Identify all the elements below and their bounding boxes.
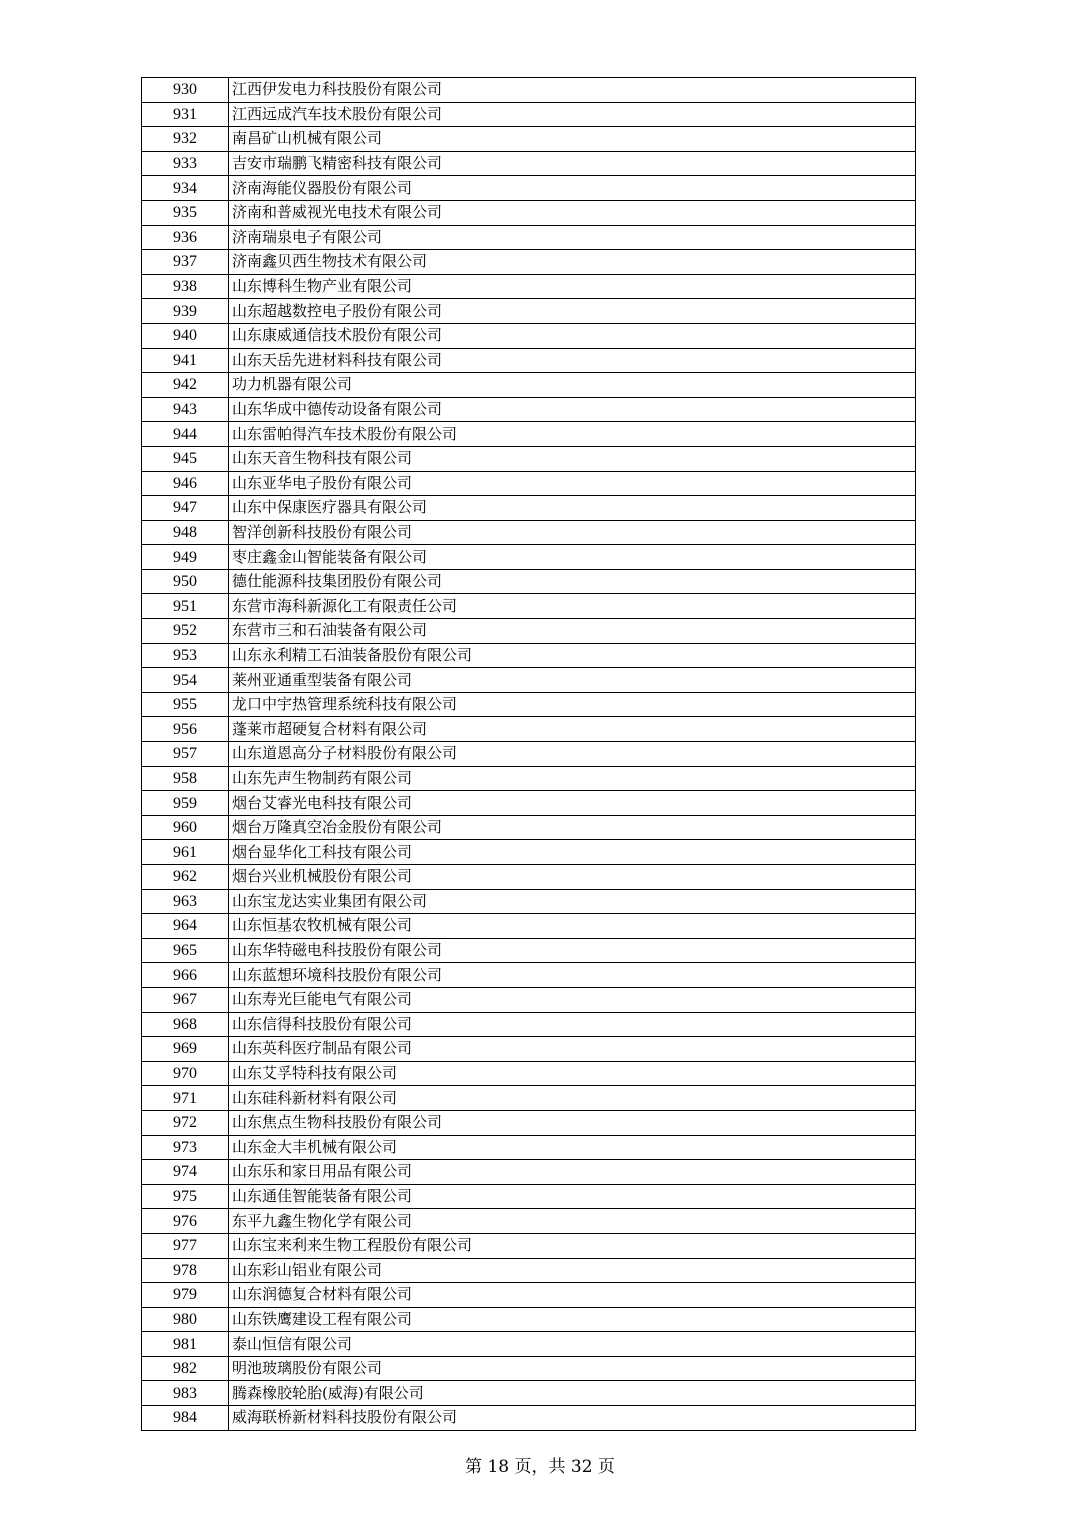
company-name: 山东铁鹰建设工程有限公司 — [229, 1307, 916, 1332]
company-name: 智洋创新科技股份有限公司 — [229, 520, 916, 545]
company-name: 山东焦点生物科技股份有限公司 — [229, 1110, 916, 1135]
table-row — [142, 323, 916, 348]
company-name: 枣庄鑫金山智能装备有限公司 — [229, 545, 916, 570]
company-name: 莱州亚通重型装备有限公司 — [229, 668, 916, 693]
table-row — [142, 1381, 916, 1406]
row-number: 947 — [142, 496, 229, 521]
row-number: 937 — [142, 250, 229, 275]
row-number: 974 — [142, 1160, 229, 1185]
company-name: 烟台兴业机械股份有限公司 — [229, 865, 916, 890]
row-number: 933 — [142, 151, 229, 176]
row-number: 932 — [142, 127, 229, 152]
table-row — [142, 865, 916, 890]
company-name: 东平九鑫生物化学有限公司 — [229, 1209, 916, 1234]
table-row — [142, 1356, 916, 1381]
row-number: 955 — [142, 692, 229, 717]
company-name: 山东彩山铝业有限公司 — [229, 1258, 916, 1283]
company-name: 山东寿光巨能电气有限公司 — [229, 987, 916, 1012]
row-number: 953 — [142, 643, 229, 668]
row-number: 970 — [142, 1061, 229, 1086]
company-name: 山东润德复合材料有限公司 — [229, 1283, 916, 1308]
company-name: 烟台显华化工科技有限公司 — [229, 840, 916, 865]
page-footer: 第 18 页，共 32 页 — [465, 1457, 615, 1477]
row-number: 958 — [142, 766, 229, 791]
company-list-table — [141, 77, 916, 1431]
company-name: 山东先声生物制药有限公司 — [229, 766, 916, 791]
company-name: 龙口中宇热管理系统科技有限公司 — [229, 692, 916, 717]
row-number: 957 — [142, 742, 229, 767]
table-row — [142, 840, 916, 865]
company-name: 德仕能源科技集团股份有限公司 — [229, 569, 916, 594]
company-name: 山东亚华电子股份有限公司 — [229, 471, 916, 496]
table-row — [142, 1110, 916, 1135]
table-row — [142, 299, 916, 324]
company-name: 山东金大丰机械有限公司 — [229, 1135, 916, 1160]
company-list-body — [142, 78, 916, 1431]
table-row — [142, 1086, 916, 1111]
row-number: 931 — [142, 102, 229, 127]
row-number: 954 — [142, 668, 229, 693]
table-row — [142, 594, 916, 619]
row-number: 938 — [142, 274, 229, 299]
table-row — [142, 274, 916, 299]
row-number: 972 — [142, 1110, 229, 1135]
company-name: 济南和普威视光电技术有限公司 — [229, 200, 916, 225]
row-number: 944 — [142, 422, 229, 447]
row-number: 975 — [142, 1184, 229, 1209]
table-row — [142, 889, 916, 914]
row-number: 940 — [142, 323, 229, 348]
table-row — [142, 1332, 916, 1357]
table-row — [142, 742, 916, 767]
row-number: 934 — [142, 176, 229, 201]
table-row — [142, 987, 916, 1012]
table-row — [142, 471, 916, 496]
row-number: 959 — [142, 791, 229, 816]
row-number: 969 — [142, 1037, 229, 1062]
row-number: 952 — [142, 619, 229, 644]
table-row — [142, 914, 916, 939]
row-number: 978 — [142, 1258, 229, 1283]
row-number: 981 — [142, 1332, 229, 1357]
company-name: 山东宝来利来生物工程股份有限公司 — [229, 1233, 916, 1258]
table-row — [142, 1406, 916, 1431]
company-name: 山东艾孚特科技有限公司 — [229, 1061, 916, 1086]
table-row — [142, 102, 916, 127]
table-row — [142, 619, 916, 644]
row-number: 976 — [142, 1209, 229, 1234]
company-name: 山东恒基农牧机械有限公司 — [229, 914, 916, 939]
table-row — [142, 1233, 916, 1258]
company-name: 东营市海科新源化工有限责任公司 — [229, 594, 916, 619]
table-row — [142, 1258, 916, 1283]
company-name: 南昌矿山机械有限公司 — [229, 127, 916, 152]
table-row — [142, 545, 916, 570]
company-name: 山东中保康医疗器具有限公司 — [229, 496, 916, 521]
company-name: 泰山恒信有限公司 — [229, 1332, 916, 1357]
company-name: 东营市三和石油装备有限公司 — [229, 619, 916, 644]
row-number: 935 — [142, 200, 229, 225]
table-row — [142, 1307, 916, 1332]
table-row — [142, 963, 916, 988]
table-row — [142, 1160, 916, 1185]
company-name: 山东硅科新材料有限公司 — [229, 1086, 916, 1111]
row-number: 963 — [142, 889, 229, 914]
row-number: 962 — [142, 865, 229, 890]
table-row — [142, 1061, 916, 1086]
company-name: 山东华成中德传动设备有限公司 — [229, 397, 916, 422]
company-name: 山东宝龙达实业集团有限公司 — [229, 889, 916, 914]
table-row — [142, 791, 916, 816]
table-row — [142, 496, 916, 521]
row-number: 946 — [142, 471, 229, 496]
row-number: 956 — [142, 717, 229, 742]
company-name: 山东天岳先进材料科技有限公司 — [229, 348, 916, 373]
company-name: 山东蓝想环境科技股份有限公司 — [229, 963, 916, 988]
table-row — [142, 1209, 916, 1234]
company-name: 山东博科生物产业有限公司 — [229, 274, 916, 299]
row-number: 979 — [142, 1283, 229, 1308]
company-name: 威海联桥新材料科技股份有限公司 — [229, 1406, 916, 1431]
row-number: 982 — [142, 1356, 229, 1381]
row-number: 965 — [142, 938, 229, 963]
company-name: 山东雷帕得汽车技术股份有限公司 — [229, 422, 916, 447]
row-number: 930 — [142, 78, 229, 103]
company-name: 山东永利精工石油装备股份有限公司 — [229, 643, 916, 668]
row-number: 949 — [142, 545, 229, 570]
company-name: 山东超越数控电子股份有限公司 — [229, 299, 916, 324]
row-number: 964 — [142, 914, 229, 939]
company-name: 明池玻璃股份有限公司 — [229, 1356, 916, 1381]
table-row — [142, 446, 916, 471]
company-name: 济南海能仪器股份有限公司 — [229, 176, 916, 201]
row-number: 942 — [142, 373, 229, 398]
row-number: 960 — [142, 815, 229, 840]
company-name: 腾森橡胶轮胎(威海)有限公司 — [229, 1381, 916, 1406]
company-name: 山东乐和家日用品有限公司 — [229, 1160, 916, 1185]
company-name: 江西远成汽车技术股份有限公司 — [229, 102, 916, 127]
row-number: 939 — [142, 299, 229, 324]
table-row — [142, 200, 916, 225]
company-name: 烟台艾睿光电科技有限公司 — [229, 791, 916, 816]
row-number: 971 — [142, 1086, 229, 1111]
company-name: 山东英科医疗制品有限公司 — [229, 1037, 916, 1062]
row-number: 984 — [142, 1406, 229, 1431]
row-number: 983 — [142, 1381, 229, 1406]
table-row — [142, 1283, 916, 1308]
table-row — [142, 373, 916, 398]
table-row — [142, 250, 916, 275]
row-number: 941 — [142, 348, 229, 373]
table-row — [142, 1012, 916, 1037]
company-name: 济南鑫贝西生物技术有限公司 — [229, 250, 916, 275]
table-row — [142, 668, 916, 693]
table-row — [142, 1135, 916, 1160]
table-row — [142, 643, 916, 668]
row-number: 943 — [142, 397, 229, 422]
row-number: 968 — [142, 1012, 229, 1037]
table-row — [142, 127, 916, 152]
table-row — [142, 938, 916, 963]
company-name: 功力机器有限公司 — [229, 373, 916, 398]
row-number: 973 — [142, 1135, 229, 1160]
table-row — [142, 225, 916, 250]
row-number: 951 — [142, 594, 229, 619]
company-name: 山东华特磁电科技股份有限公司 — [229, 938, 916, 963]
table-row — [142, 766, 916, 791]
row-number: 980 — [142, 1307, 229, 1332]
table-row — [142, 1184, 916, 1209]
company-name: 山东通佳智能装备有限公司 — [229, 1184, 916, 1209]
table-row — [142, 520, 916, 545]
table-row — [142, 815, 916, 840]
company-name: 烟台万隆真空冶金股份有限公司 — [229, 815, 916, 840]
row-number: 967 — [142, 987, 229, 1012]
row-number: 977 — [142, 1233, 229, 1258]
company-name: 山东信得科技股份有限公司 — [229, 1012, 916, 1037]
table-row — [142, 78, 916, 103]
company-name: 济南瑞泉电子有限公司 — [229, 225, 916, 250]
row-number: 961 — [142, 840, 229, 865]
table-row — [142, 151, 916, 176]
table-row — [142, 569, 916, 594]
row-number: 948 — [142, 520, 229, 545]
company-name: 蓬莱市超硬复合材料有限公司 — [229, 717, 916, 742]
table-row — [142, 176, 916, 201]
company-name: 吉安市瑞鹏飞精密科技有限公司 — [229, 151, 916, 176]
row-number: 950 — [142, 569, 229, 594]
row-number: 936 — [142, 225, 229, 250]
table-row — [142, 1037, 916, 1062]
company-name: 山东道恩高分子材料股份有限公司 — [229, 742, 916, 767]
table-row — [142, 348, 916, 373]
row-number: 966 — [142, 963, 229, 988]
company-name: 江西伊发电力科技股份有限公司 — [229, 78, 916, 103]
table-row — [142, 717, 916, 742]
company-name: 山东天音生物科技有限公司 — [229, 446, 916, 471]
row-number: 945 — [142, 446, 229, 471]
table-row — [142, 692, 916, 717]
table-row — [142, 422, 916, 447]
table-row — [142, 397, 916, 422]
company-name: 山东康威通信技术股份有限公司 — [229, 323, 916, 348]
